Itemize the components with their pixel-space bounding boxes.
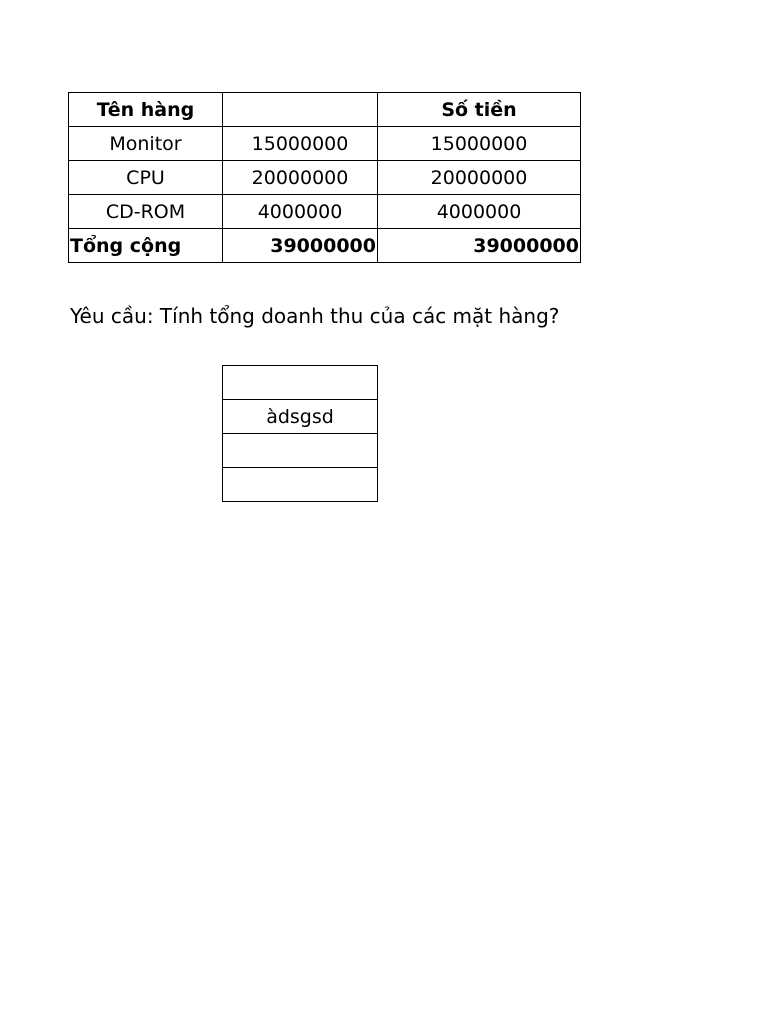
small-table-cell <box>223 468 378 502</box>
small-table-row <box>223 400 378 434</box>
cell-product-name: CD-ROM <box>69 195 223 229</box>
question-text: Yêu cầu: Tính tổng doanh thu của các mặt hàng? <box>70 304 560 328</box>
cell-value: 4000000 <box>223 195 378 229</box>
table-row <box>69 195 581 229</box>
total-value: 39000000 <box>223 229 378 263</box>
small-table-cell: àdsgsd <box>223 400 378 434</box>
total-amount: 39000000 <box>378 229 581 263</box>
small-table <box>222 365 378 502</box>
cell-amount: 15000000 <box>378 127 581 161</box>
cell-product-name: CPU <box>69 161 223 195</box>
cell-product-name: Monitor <box>69 127 223 161</box>
product-table <box>68 92 581 263</box>
table-header-row <box>69 93 581 127</box>
table-total-row <box>69 229 581 263</box>
small-table-row <box>223 366 378 400</box>
cell-value: 15000000 <box>223 127 378 161</box>
small-table-row <box>223 468 378 502</box>
table-row <box>69 161 581 195</box>
header-cell-empty <box>223 93 378 127</box>
small-table-row <box>223 434 378 468</box>
header-cell-amount: Số tiền <box>378 93 581 127</box>
header-cell-product-name: Tên hàng <box>69 93 223 127</box>
table-row <box>69 127 581 161</box>
total-label: Tổng cộng <box>69 229 223 263</box>
cell-amount: 20000000 <box>378 161 581 195</box>
cell-value: 20000000 <box>223 161 378 195</box>
small-table-cell <box>223 366 378 400</box>
small-table-cell <box>223 434 378 468</box>
cell-amount: 4000000 <box>378 195 581 229</box>
